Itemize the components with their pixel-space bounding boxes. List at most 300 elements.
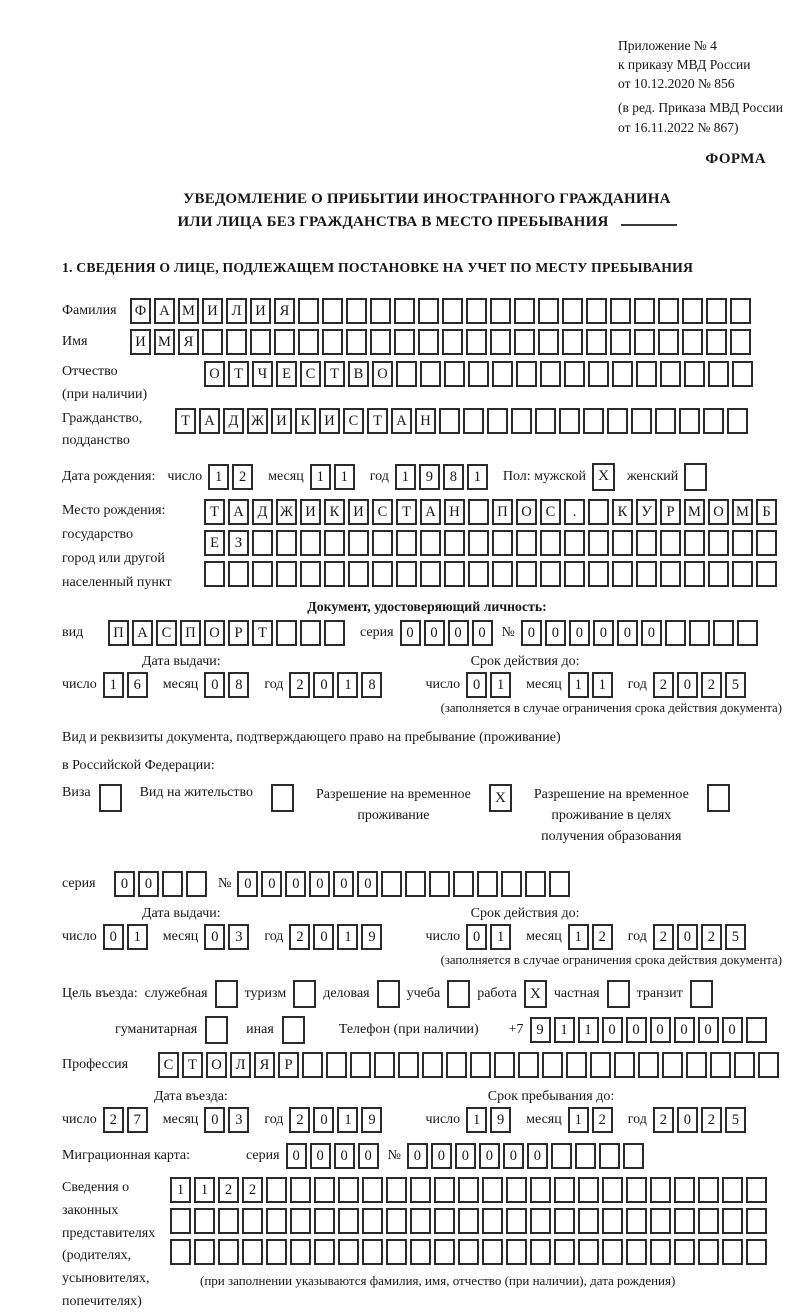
char-cell[interactable] [722, 1239, 743, 1265]
char-cell[interactable] [374, 1052, 395, 1078]
char-cell[interactable] [746, 1208, 767, 1234]
char-cell[interactable] [602, 1208, 623, 1234]
char-cell[interactable] [506, 1177, 527, 1203]
char-cell[interactable]: 0 [204, 672, 225, 698]
char-cell[interactable]: 0 [358, 1143, 379, 1169]
char-cell[interactable]: М [684, 499, 705, 525]
char-cell[interactable] [482, 1177, 503, 1203]
char-cell[interactable] [348, 530, 369, 556]
char-cell[interactable] [350, 1052, 371, 1078]
char-cell[interactable] [554, 1239, 575, 1265]
char-cell[interactable]: 2 [289, 924, 310, 950]
char-cell[interactable] [420, 361, 441, 387]
char-cell[interactable] [372, 530, 393, 556]
char-cell[interactable]: 0 [677, 924, 698, 950]
char-cell[interactable] [362, 1177, 383, 1203]
char-cell[interactable] [732, 361, 753, 387]
char-cell[interactable] [490, 329, 511, 355]
char-cell[interactable] [722, 1177, 743, 1203]
char-cell[interactable]: 0 [313, 924, 334, 950]
char-cell[interactable] [494, 1052, 515, 1078]
char-cell[interactable] [482, 1208, 503, 1234]
char-cell[interactable] [636, 561, 657, 587]
char-cell[interactable] [506, 1208, 527, 1234]
char-cell[interactable] [468, 499, 489, 525]
purpose-study-checkbox[interactable] [447, 980, 470, 1008]
char-cell[interactable] [444, 561, 465, 587]
char-cell[interactable] [514, 298, 535, 324]
char-cell[interactable]: 2 [701, 1107, 722, 1133]
char-cell[interactable] [252, 530, 273, 556]
char-cell[interactable]: 0 [698, 1017, 719, 1043]
char-cell[interactable] [242, 1239, 263, 1265]
char-cell[interactable]: А [228, 499, 249, 525]
char-cell[interactable]: М [178, 298, 199, 324]
char-cell[interactable] [674, 1239, 695, 1265]
char-cell[interactable] [204, 561, 225, 587]
char-cell[interactable]: 0 [114, 871, 135, 897]
char-cell[interactable] [638, 1052, 659, 1078]
char-cell[interactable]: 0 [138, 871, 159, 897]
char-cell[interactable] [540, 361, 561, 387]
char-cell[interactable] [722, 1208, 743, 1234]
char-cell[interactable] [298, 329, 319, 355]
purpose-business-checkbox[interactable] [377, 980, 400, 1008]
char-cell[interactable] [626, 1239, 647, 1265]
char-cell[interactable]: 0 [333, 871, 354, 897]
char-cell[interactable] [562, 298, 583, 324]
char-cell[interactable] [514, 329, 535, 355]
char-cell[interactable]: К [295, 408, 316, 434]
char-cell[interactable] [535, 408, 556, 434]
char-cell[interactable] [564, 530, 585, 556]
char-cell[interactable]: 1 [334, 464, 355, 490]
char-cell[interactable]: Т [204, 499, 225, 525]
char-cell[interactable]: Р [228, 620, 249, 646]
char-cell[interactable] [612, 561, 633, 587]
char-cell[interactable]: 0 [722, 1017, 743, 1043]
char-cell[interactable] [194, 1208, 215, 1234]
char-cell[interactable]: 1 [310, 464, 331, 490]
char-cell[interactable] [170, 1239, 191, 1265]
char-cell[interactable]: 2 [701, 672, 722, 698]
char-cell[interactable]: Е [276, 361, 297, 387]
char-cell[interactable] [590, 1052, 611, 1078]
char-cell[interactable]: Я [178, 329, 199, 355]
char-cell[interactable] [468, 530, 489, 556]
purpose-other-checkbox[interactable] [282, 1016, 305, 1044]
char-cell[interactable] [314, 1177, 335, 1203]
char-cell[interactable]: 0 [309, 871, 330, 897]
char-cell[interactable]: 0 [204, 924, 225, 950]
char-cell[interactable] [194, 1239, 215, 1265]
char-cell[interactable]: 0 [286, 1143, 307, 1169]
char-cell[interactable] [266, 1239, 287, 1265]
char-cell[interactable] [732, 561, 753, 587]
char-cell[interactable] [228, 561, 249, 587]
char-cell[interactable] [386, 1177, 407, 1203]
char-cell[interactable]: 0 [617, 620, 638, 646]
char-cell[interactable] [410, 1239, 431, 1265]
char-cell[interactable]: 9 [361, 924, 382, 950]
char-cell[interactable] [218, 1239, 239, 1265]
char-cell[interactable]: С [540, 499, 561, 525]
char-cell[interactable] [266, 1208, 287, 1234]
char-cell[interactable]: 2 [103, 1107, 124, 1133]
char-cell[interactable]: У [636, 499, 657, 525]
char-cell[interactable] [746, 1239, 767, 1265]
char-cell[interactable] [338, 1239, 359, 1265]
char-cell[interactable]: Р [660, 499, 681, 525]
char-cell[interactable] [170, 1208, 191, 1234]
char-cell[interactable]: С [343, 408, 364, 434]
char-cell[interactable] [575, 1143, 596, 1169]
char-cell[interactable] [434, 1177, 455, 1203]
char-cell[interactable] [394, 329, 415, 355]
char-cell[interactable]: 0 [677, 1107, 698, 1133]
char-cell[interactable]: . [564, 499, 585, 525]
char-cell[interactable] [314, 1208, 335, 1234]
char-cell[interactable] [381, 871, 402, 897]
char-cell[interactable]: И [250, 298, 271, 324]
char-cell[interactable]: И [202, 298, 223, 324]
char-cell[interactable] [599, 1143, 620, 1169]
char-cell[interactable]: И [319, 408, 340, 434]
char-cell[interactable] [274, 329, 295, 355]
char-cell[interactable]: А [420, 499, 441, 525]
char-cell[interactable] [554, 1177, 575, 1203]
char-cell[interactable]: 0 [313, 672, 334, 698]
char-cell[interactable]: Л [230, 1052, 251, 1078]
char-cell[interactable]: 3 [228, 1107, 249, 1133]
char-cell[interactable] [370, 298, 391, 324]
char-cell[interactable]: Т [182, 1052, 203, 1078]
char-cell[interactable]: 0 [593, 620, 614, 646]
char-cell[interactable] [300, 561, 321, 587]
char-cell[interactable] [636, 361, 657, 387]
char-cell[interactable] [290, 1239, 311, 1265]
char-cell[interactable] [420, 530, 441, 556]
char-cell[interactable]: 0 [237, 871, 258, 897]
char-cell[interactable]: 0 [431, 1143, 452, 1169]
purpose-private-checkbox[interactable] [607, 980, 630, 1008]
char-cell[interactable]: П [180, 620, 201, 646]
char-cell[interactable]: 8 [228, 672, 249, 698]
char-cell[interactable]: Ф [130, 298, 151, 324]
char-cell[interactable]: 2 [232, 464, 253, 490]
char-cell[interactable]: 0 [204, 1107, 225, 1133]
char-cell[interactable]: 5 [725, 924, 746, 950]
char-cell[interactable]: 0 [674, 1017, 695, 1043]
char-cell[interactable] [516, 530, 537, 556]
char-cell[interactable] [612, 530, 633, 556]
char-cell[interactable] [679, 408, 700, 434]
char-cell[interactable]: 1 [578, 1017, 599, 1043]
char-cell[interactable] [660, 361, 681, 387]
char-cell[interactable] [511, 408, 532, 434]
char-cell[interactable]: 0 [448, 620, 469, 646]
char-cell[interactable] [396, 361, 417, 387]
char-cell[interactable]: 9 [490, 1107, 511, 1133]
char-cell[interactable] [372, 561, 393, 587]
char-cell[interactable] [516, 561, 537, 587]
char-cell[interactable] [468, 361, 489, 387]
char-cell[interactable]: Т [367, 408, 388, 434]
char-cell[interactable]: 0 [641, 620, 662, 646]
char-cell[interactable]: 1 [554, 1017, 575, 1043]
char-cell[interactable]: 0 [569, 620, 590, 646]
char-cell[interactable] [730, 329, 751, 355]
char-cell[interactable] [418, 298, 439, 324]
char-cell[interactable]: В [348, 361, 369, 387]
char-cell[interactable]: А [154, 298, 175, 324]
char-cell[interactable] [322, 298, 343, 324]
purpose-transit-checkbox[interactable] [690, 980, 713, 1008]
char-cell[interactable] [602, 1177, 623, 1203]
char-cell[interactable] [549, 871, 570, 897]
char-cell[interactable] [420, 561, 441, 587]
char-cell[interactable] [665, 620, 686, 646]
char-cell[interactable] [434, 1239, 455, 1265]
residence-permit-checkbox[interactable] [271, 784, 294, 812]
char-cell[interactable] [708, 530, 729, 556]
char-cell[interactable]: 1 [337, 1107, 358, 1133]
char-cell[interactable] [746, 1177, 767, 1203]
char-cell[interactable] [658, 329, 679, 355]
char-cell[interactable]: 0 [479, 1143, 500, 1169]
char-cell[interactable]: Р [278, 1052, 299, 1078]
char-cell[interactable]: 0 [545, 620, 566, 646]
char-cell[interactable] [706, 329, 727, 355]
char-cell[interactable] [689, 620, 710, 646]
char-cell[interactable] [410, 1208, 431, 1234]
char-cell[interactable]: 0 [261, 871, 282, 897]
char-cell[interactable] [394, 298, 415, 324]
char-cell[interactable] [583, 408, 604, 434]
char-cell[interactable] [186, 871, 207, 897]
char-cell[interactable] [564, 361, 585, 387]
char-cell[interactable]: 1 [194, 1177, 215, 1203]
char-cell[interactable]: Я [274, 298, 295, 324]
char-cell[interactable] [276, 620, 297, 646]
char-cell[interactable]: К [324, 499, 345, 525]
char-cell[interactable] [564, 561, 585, 587]
char-cell[interactable] [610, 298, 631, 324]
char-cell[interactable]: О [708, 499, 729, 525]
char-cell[interactable] [710, 1052, 731, 1078]
char-cell[interactable]: Я [254, 1052, 275, 1078]
char-cell[interactable] [713, 620, 734, 646]
char-cell[interactable]: Т [324, 361, 345, 387]
char-cell[interactable] [540, 530, 561, 556]
char-cell[interactable] [434, 1208, 455, 1234]
char-cell[interactable] [588, 530, 609, 556]
char-cell[interactable] [324, 620, 345, 646]
char-cell[interactable] [530, 1208, 551, 1234]
char-cell[interactable]: 0 [285, 871, 306, 897]
char-cell[interactable] [530, 1239, 551, 1265]
purpose-tourism-checkbox[interactable] [293, 980, 316, 1008]
char-cell[interactable]: Ж [247, 408, 268, 434]
visa-checkbox[interactable] [99, 784, 122, 812]
char-cell[interactable]: П [108, 620, 129, 646]
char-cell[interactable]: 1 [395, 464, 416, 490]
char-cell[interactable]: 1 [490, 672, 511, 698]
char-cell[interactable]: 8 [443, 464, 464, 490]
char-cell[interactable] [346, 298, 367, 324]
sex-female-checkbox[interactable] [684, 463, 707, 491]
char-cell[interactable] [492, 361, 513, 387]
sex-male-checkbox[interactable]: X [592, 463, 615, 491]
char-cell[interactable]: Д [223, 408, 244, 434]
char-cell[interactable] [566, 1052, 587, 1078]
char-cell[interactable] [326, 1052, 347, 1078]
char-cell[interactable]: 1 [103, 672, 124, 698]
char-cell[interactable]: М [732, 499, 753, 525]
char-cell[interactable]: Е [204, 530, 225, 556]
char-cell[interactable]: Т [175, 408, 196, 434]
char-cell[interactable]: 0 [466, 924, 487, 950]
char-cell[interactable]: 1 [208, 464, 229, 490]
char-cell[interactable] [658, 298, 679, 324]
char-cell[interactable] [706, 298, 727, 324]
char-cell[interactable] [686, 1052, 707, 1078]
char-cell[interactable]: Л [226, 298, 247, 324]
char-cell[interactable] [614, 1052, 635, 1078]
char-cell[interactable] [674, 1177, 695, 1203]
char-cell[interactable]: 1 [337, 672, 358, 698]
char-cell[interactable] [551, 1143, 572, 1169]
char-cell[interactable]: 1 [568, 924, 589, 950]
char-cell[interactable]: 2 [653, 672, 674, 698]
char-cell[interactable]: 3 [228, 924, 249, 950]
char-cell[interactable] [554, 1208, 575, 1234]
char-cell[interactable] [453, 871, 474, 897]
char-cell[interactable] [362, 1239, 383, 1265]
char-cell[interactable]: П [492, 499, 513, 525]
char-cell[interactable] [444, 361, 465, 387]
char-cell[interactable] [588, 499, 609, 525]
char-cell[interactable]: 2 [289, 1107, 310, 1133]
char-cell[interactable] [732, 530, 753, 556]
char-cell[interactable]: Т [252, 620, 273, 646]
char-cell[interactable] [470, 1052, 491, 1078]
char-cell[interactable] [684, 361, 705, 387]
char-cell[interactable] [650, 1177, 671, 1203]
char-cell[interactable] [727, 408, 748, 434]
char-cell[interactable] [631, 408, 652, 434]
char-cell[interactable] [468, 561, 489, 587]
char-cell[interactable] [540, 561, 561, 587]
char-cell[interactable] [439, 408, 460, 434]
char-cell[interactable]: 6 [127, 672, 148, 698]
char-cell[interactable] [242, 1208, 263, 1234]
char-cell[interactable]: И [348, 499, 369, 525]
char-cell[interactable] [477, 871, 498, 897]
char-cell[interactable] [730, 298, 751, 324]
char-cell[interactable] [324, 530, 345, 556]
char-cell[interactable]: 0 [527, 1143, 548, 1169]
char-cell[interactable]: 0 [103, 924, 124, 950]
char-cell[interactable] [758, 1052, 779, 1078]
char-cell[interactable] [162, 871, 183, 897]
char-cell[interactable] [516, 361, 537, 387]
char-cell[interactable] [442, 298, 463, 324]
char-cell[interactable]: 0 [503, 1143, 524, 1169]
char-cell[interactable] [559, 408, 580, 434]
char-cell[interactable] [370, 329, 391, 355]
char-cell[interactable] [290, 1177, 311, 1203]
char-cell[interactable] [602, 1239, 623, 1265]
char-cell[interactable]: 5 [725, 672, 746, 698]
char-cell[interactable] [302, 1052, 323, 1078]
char-cell[interactable]: 0 [313, 1107, 334, 1133]
char-cell[interactable]: И [130, 329, 151, 355]
char-cell[interactable] [444, 530, 465, 556]
char-cell[interactable] [300, 620, 321, 646]
purpose-work-checkbox[interactable]: X [524, 980, 547, 1008]
char-cell[interactable] [578, 1177, 599, 1203]
char-cell[interactable] [396, 561, 417, 587]
char-cell[interactable]: 8 [361, 672, 382, 698]
char-cell[interactable]: 0 [466, 672, 487, 698]
char-cell[interactable] [626, 1177, 647, 1203]
char-cell[interactable] [362, 1208, 383, 1234]
char-cell[interactable] [398, 1052, 419, 1078]
char-cell[interactable] [703, 408, 724, 434]
char-cell[interactable]: 0 [424, 620, 445, 646]
char-cell[interactable]: 1 [568, 672, 589, 698]
char-cell[interactable]: 0 [472, 620, 493, 646]
char-cell[interactable] [252, 561, 273, 587]
char-cell[interactable] [746, 1017, 767, 1043]
char-cell[interactable]: Ч [252, 361, 273, 387]
char-cell[interactable] [429, 871, 450, 897]
temp-residence-checkbox[interactable]: X [489, 784, 512, 812]
char-cell[interactable] [418, 329, 439, 355]
char-cell[interactable] [607, 408, 628, 434]
char-cell[interactable] [396, 530, 417, 556]
char-cell[interactable]: Б [756, 499, 777, 525]
char-cell[interactable] [482, 1239, 503, 1265]
char-cell[interactable]: 1 [467, 464, 488, 490]
char-cell[interactable] [487, 408, 508, 434]
char-cell[interactable]: А [132, 620, 153, 646]
char-cell[interactable]: 0 [602, 1017, 623, 1043]
char-cell[interactable]: 1 [466, 1107, 487, 1133]
char-cell[interactable] [634, 329, 655, 355]
char-cell[interactable]: 0 [334, 1143, 355, 1169]
char-cell[interactable] [610, 329, 631, 355]
char-cell[interactable] [338, 1208, 359, 1234]
char-cell[interactable]: 0 [407, 1143, 428, 1169]
char-cell[interactable]: Т [396, 499, 417, 525]
char-cell[interactable] [698, 1177, 719, 1203]
char-cell[interactable] [466, 329, 487, 355]
char-cell[interactable] [756, 530, 777, 556]
char-cell[interactable] [442, 329, 463, 355]
char-cell[interactable]: 1 [490, 924, 511, 950]
char-cell[interactable]: 0 [455, 1143, 476, 1169]
purpose-official-checkbox[interactable] [215, 980, 238, 1008]
char-cell[interactable] [446, 1052, 467, 1078]
char-cell[interactable] [466, 298, 487, 324]
char-cell[interactable] [562, 329, 583, 355]
char-cell[interactable] [458, 1177, 479, 1203]
char-cell[interactable]: Н [415, 408, 436, 434]
char-cell[interactable]: 1 [170, 1177, 191, 1203]
char-cell[interactable] [698, 1239, 719, 1265]
